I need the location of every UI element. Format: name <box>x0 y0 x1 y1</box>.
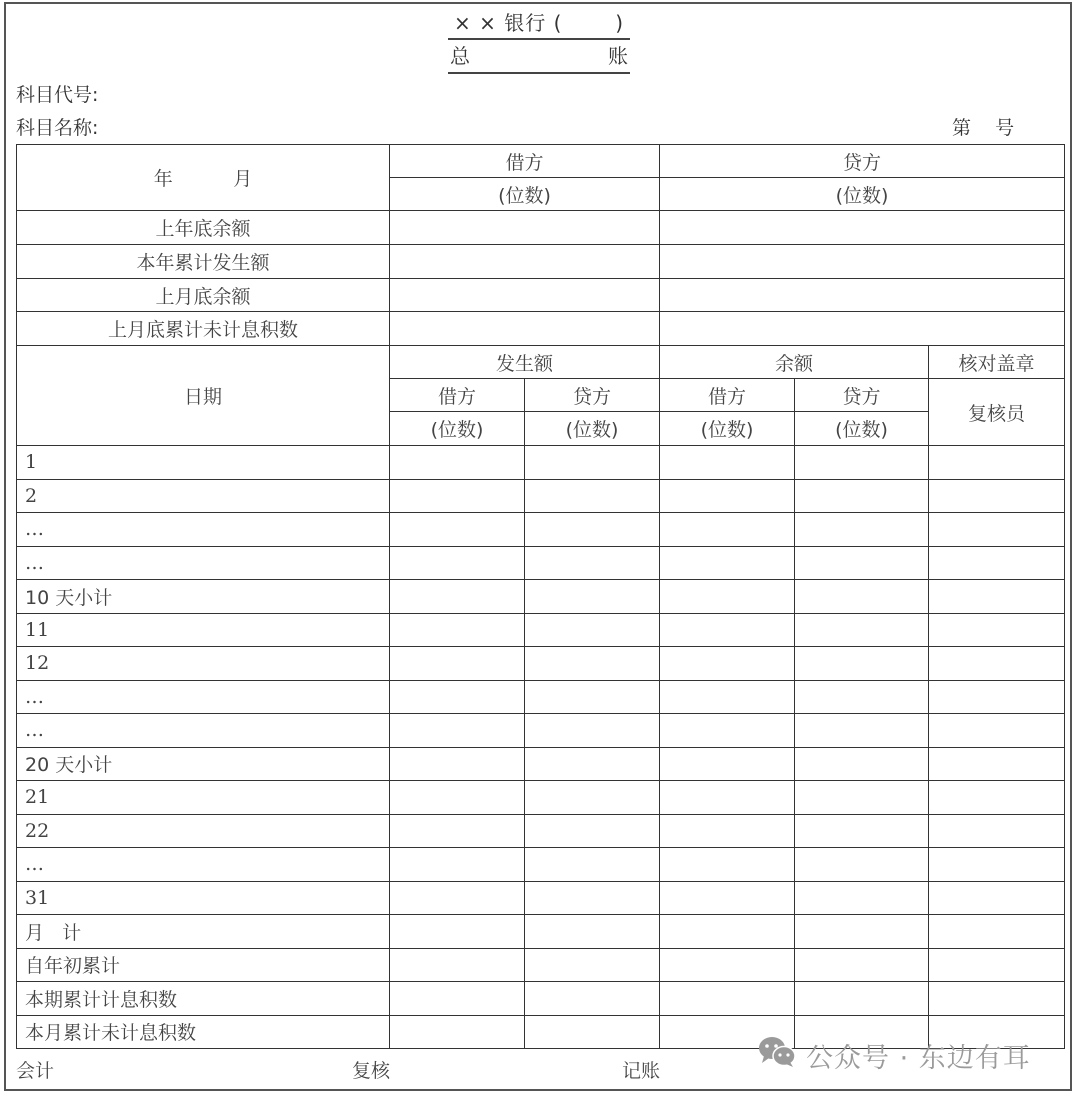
table-row <box>17 747 1065 781</box>
ledger-title <box>448 8 630 74</box>
table-row <box>17 982 1065 1016</box>
reviewer-cell[interactable] <box>929 613 1065 647</box>
table-row <box>17 580 1065 614</box>
balance-debit-cell[interactable] <box>660 580 795 614</box>
amount-credit-cell[interactable] <box>525 446 660 480</box>
account-name-label: 科目名称: <box>16 117 99 139</box>
balance-debit-cell[interactable] <box>660 982 795 1016</box>
row-date-label: 22 <box>17 814 390 848</box>
amount-debit-cell[interactable] <box>390 948 525 982</box>
balance-debit-digits: (位数) <box>660 412 795 446</box>
balance-credit-cell[interactable] <box>795 848 929 882</box>
summary-debit-cell[interactable] <box>390 312 660 346</box>
balance-debit-cell[interactable] <box>660 948 795 982</box>
reviewer-cell[interactable] <box>929 881 1065 915</box>
reviewer-cell[interactable] <box>929 680 1065 714</box>
balance-debit-cell[interactable] <box>660 848 795 882</box>
row-date-label: 21 <box>17 781 390 815</box>
reviewer-cell[interactable] <box>929 479 1065 513</box>
amount-debit-cell[interactable] <box>390 881 525 915</box>
balance-credit-cell[interactable] <box>795 948 929 982</box>
amount-debit-cell[interactable] <box>390 1015 525 1049</box>
reviewer-cell[interactable] <box>929 747 1065 781</box>
reviewer-cell[interactable] <box>929 546 1065 580</box>
reviewer-cell[interactable] <box>929 948 1065 982</box>
reviewer-cell[interactable] <box>929 446 1065 480</box>
bookkeeping-label: 记账 <box>622 1060 661 1082</box>
balance-debit-cell[interactable] <box>660 479 795 513</box>
balance-debit-cell[interactable] <box>660 881 795 915</box>
row-date-label: 2 <box>17 479 390 513</box>
amount-debit-cell[interactable] <box>390 479 525 513</box>
table-row <box>17 714 1065 748</box>
summary-row-label: 上月底余额 <box>17 279 390 312</box>
reviewer-cell[interactable] <box>929 915 1065 949</box>
summary-row-label: 上月底累计未计息积数 <box>17 312 390 346</box>
top-debit-header: 借方 <box>390 145 660 178</box>
summary-debit-cell[interactable] <box>390 279 660 312</box>
amount-credit-cell[interactable] <box>525 814 660 848</box>
amount-credit-cell[interactable] <box>525 848 660 882</box>
verify-stamp-header: 核对盖章 <box>929 346 1065 379</box>
amount-credit-cell[interactable] <box>525 680 660 714</box>
row-date-label: 31 <box>17 881 390 915</box>
amount-credit-cell[interactable] <box>525 1015 660 1049</box>
top-credit-digits: (位数) <box>660 178 1065 211</box>
amount-debit-cell[interactable] <box>390 613 525 647</box>
ledger-title-left: 总 <box>450 44 470 68</box>
balance-credit-header: 贷方 <box>795 379 929 412</box>
row-date-label: … <box>17 848 390 882</box>
balance-debit-cell[interactable] <box>660 680 795 714</box>
balance-credit-digits: (位数) <box>795 412 929 446</box>
row-date-label: 20 天小计 <box>17 747 390 781</box>
table-row <box>17 781 1065 815</box>
table-row <box>17 513 1065 547</box>
summary-row-label: 本年累计发生额 <box>17 245 390 279</box>
balance-debit-cell[interactable] <box>660 781 795 815</box>
table-row <box>17 948 1065 982</box>
balance-credit-cell[interactable] <box>795 446 929 480</box>
bank-title-paren: ) <box>615 11 624 35</box>
row-date-label: 10 天小计 <box>17 580 390 614</box>
balance-credit-cell[interactable] <box>795 747 929 781</box>
amount-credit-cell[interactable] <box>525 915 660 949</box>
balance-credit-cell[interactable] <box>795 881 929 915</box>
row-date-label: 自年初累计 <box>17 948 390 982</box>
table-row <box>17 647 1065 681</box>
bank-title-text: × × 银行 ( <box>454 11 563 35</box>
top-debit-digits: (位数) <box>390 178 660 211</box>
balance-credit-cell[interactable] <box>795 781 929 815</box>
summary-credit-cell[interactable] <box>660 279 1065 312</box>
amount-debit-cell[interactable] <box>390 714 525 748</box>
row-date-label: … <box>17 513 390 547</box>
reviewer-header: 复核员 <box>929 379 1065 446</box>
review-label: 复核 <box>352 1060 391 1082</box>
table-row <box>17 680 1065 714</box>
table-row <box>17 814 1065 848</box>
amount-debit-digits: (位数) <box>390 412 525 446</box>
amount-debit-cell[interactable] <box>390 848 525 882</box>
balance-debit-cell[interactable] <box>660 613 795 647</box>
row-date-label: 本期累计计息积数 <box>17 982 390 1016</box>
amount-credit-cell[interactable] <box>525 747 660 781</box>
balance-credit-cell[interactable] <box>795 915 929 949</box>
balance-credit-cell[interactable] <box>795 982 929 1016</box>
reviewer-cell[interactable] <box>929 982 1065 1016</box>
balance-credit-cell[interactable] <box>795 680 929 714</box>
top-credit-header: 贷方 <box>660 145 1065 178</box>
table-row <box>17 546 1065 580</box>
summary-credit-cell[interactable] <box>660 245 1065 279</box>
amount-debit-cell[interactable] <box>390 915 525 949</box>
amount-debit-cell[interactable] <box>390 647 525 681</box>
balance-credit-cell[interactable] <box>795 814 929 848</box>
summary-credit-cell[interactable] <box>660 211 1065 245</box>
table-row <box>17 915 1065 949</box>
general-ledger-title <box>448 40 630 74</box>
amount-debit-cell[interactable] <box>390 546 525 580</box>
balance-debit-cell[interactable] <box>660 915 795 949</box>
reviewer-cell[interactable] <box>929 814 1065 848</box>
summary-debit-cell[interactable] <box>390 211 660 245</box>
balance-header: 余额 <box>660 346 929 379</box>
amount-debit-cell[interactable] <box>390 513 525 547</box>
amount-credit-cell[interactable] <box>525 580 660 614</box>
amount-credit-cell[interactable] <box>525 948 660 982</box>
general-ledger-table <box>16 144 1065 1049</box>
balance-debit-cell[interactable] <box>660 747 795 781</box>
balance-debit-cell[interactable] <box>660 714 795 748</box>
balance-debit-header: 借方 <box>660 379 795 412</box>
row-date-label: … <box>17 714 390 748</box>
table-row <box>17 446 1065 480</box>
reviewer-cell[interactable] <box>929 781 1065 815</box>
table-row <box>17 613 1065 647</box>
row-date-label: 12 <box>17 647 390 681</box>
balance-credit-cell[interactable] <box>795 714 929 748</box>
row-date-label: … <box>17 680 390 714</box>
amount-credit-cell[interactable] <box>525 881 660 915</box>
reviewer-cell[interactable] <box>929 580 1065 614</box>
balance-credit-cell[interactable] <box>795 513 929 547</box>
summary-credit-cell[interactable] <box>660 312 1065 346</box>
bank-title <box>448 8 630 40</box>
amount-credit-digits: (位数) <box>525 412 660 446</box>
table-row <box>17 848 1065 882</box>
amount-debit-cell[interactable] <box>390 781 525 815</box>
watermark <box>758 1036 1031 1075</box>
balance-credit-cell[interactable] <box>795 479 929 513</box>
reviewer-cell[interactable] <box>929 513 1065 547</box>
balance-debit-cell[interactable] <box>660 446 795 480</box>
amount-debit-cell[interactable] <box>390 982 525 1016</box>
page-number-label: 第 号 <box>952 117 1015 139</box>
amount-debit-cell[interactable] <box>390 680 525 714</box>
amount-debit-cell[interactable] <box>390 747 525 781</box>
balance-credit-cell[interactable] <box>795 546 929 580</box>
balance-debit-cell[interactable] <box>660 814 795 848</box>
amount-credit-cell[interactable] <box>525 982 660 1016</box>
row-date-label: 1 <box>17 446 390 480</box>
row-date-label: 11 <box>17 613 390 647</box>
amount-debit-cell[interactable] <box>390 446 525 480</box>
row-date-label: … <box>17 546 390 580</box>
amount-credit-cell[interactable] <box>525 714 660 748</box>
summary-debit-cell[interactable] <box>390 245 660 279</box>
date-header: 日期 <box>17 346 390 446</box>
amount-credit-cell[interactable] <box>525 546 660 580</box>
amount-credit-header: 贷方 <box>525 379 660 412</box>
account-code-label: 科目代号: <box>16 84 99 106</box>
balance-credit-cell[interactable] <box>795 647 929 681</box>
balance-debit-cell[interactable] <box>660 513 795 547</box>
balance-credit-cell[interactable] <box>795 580 929 614</box>
amount-credit-cell[interactable] <box>525 613 660 647</box>
table-row <box>17 479 1065 513</box>
amount-debit-cell[interactable] <box>390 580 525 614</box>
row-date-label: 月 计 <box>17 915 390 949</box>
watermark-text: 公众号 · 东边有耳 <box>806 1043 1031 1074</box>
ledger-title-right: 账 <box>608 44 628 68</box>
table-row <box>17 881 1065 915</box>
detail-rows <box>17 446 1065 1049</box>
amount-credit-cell[interactable] <box>525 479 660 513</box>
accountant-label: 会计 <box>16 1060 55 1082</box>
amount-credit-cell[interactable] <box>525 513 660 547</box>
reviewer-cell[interactable] <box>929 714 1065 748</box>
amount-header: 发生额 <box>390 346 660 379</box>
wechat-icon <box>758 1036 796 1075</box>
amount-credit-cell[interactable] <box>525 781 660 815</box>
amount-debit-cell[interactable] <box>390 814 525 848</box>
summary-row-label: 上年底余额 <box>17 211 390 245</box>
year-month-header: 年 月 <box>17 145 390 211</box>
row-date-label: 本月累计未计息积数 <box>17 1015 390 1049</box>
balance-debit-cell[interactable] <box>660 546 795 580</box>
reviewer-cell[interactable] <box>929 848 1065 882</box>
amount-debit-header: 借方 <box>390 379 525 412</box>
reviewer-cell[interactable] <box>929 647 1065 681</box>
balance-credit-cell[interactable] <box>795 613 929 647</box>
amount-credit-cell[interactable] <box>525 647 660 681</box>
balance-debit-cell[interactable] <box>660 647 795 681</box>
